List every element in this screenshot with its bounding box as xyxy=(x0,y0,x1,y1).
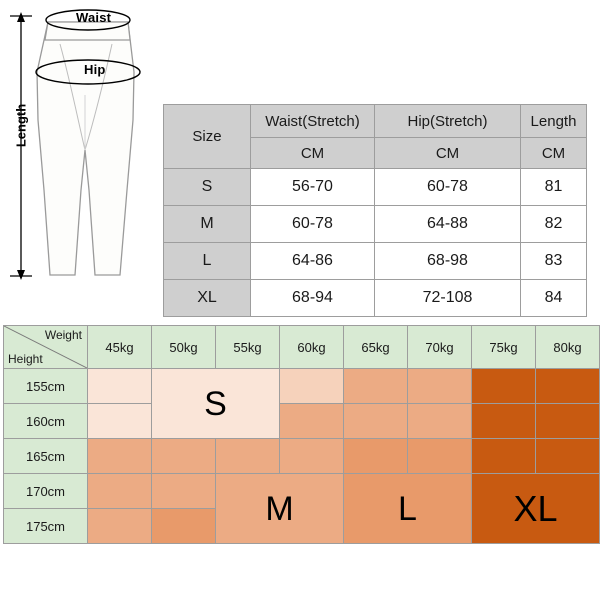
header-waist: Waist(Stretch) xyxy=(251,105,375,138)
matrix-cell xyxy=(88,474,152,509)
matrix-row xyxy=(4,439,600,474)
matrix-weight-header-1: 50kg xyxy=(152,326,216,369)
unit-length: CM xyxy=(521,138,587,169)
matrix-cell xyxy=(408,439,472,474)
matrix-cell xyxy=(280,439,344,474)
matrix-weight-header-5: 70kg xyxy=(408,326,472,369)
cell-size: L xyxy=(164,243,251,280)
matrix-cell xyxy=(344,369,408,404)
leggings-illustration xyxy=(0,0,170,300)
table-row xyxy=(164,243,587,280)
cell-size: M xyxy=(164,206,251,243)
matrix-weight-label: Weight xyxy=(44,328,82,342)
size-mark-label: M xyxy=(265,489,294,528)
unit-waist: CM xyxy=(251,138,375,169)
matrix-cell xyxy=(280,404,344,439)
matrix-height-header-2: 165cm xyxy=(4,439,88,474)
matrix-row xyxy=(4,369,600,404)
matrix-header-row xyxy=(4,326,600,369)
matrix-weight-header-0: 45kg xyxy=(88,326,152,369)
header-size: Size xyxy=(164,105,251,169)
cell-waist: 60-78 xyxy=(251,206,375,243)
matrix-size-mark-s xyxy=(152,369,280,439)
matrix-cell xyxy=(280,369,344,404)
length-label: Length xyxy=(13,103,29,148)
matrix-cell xyxy=(152,509,216,544)
matrix-weight-header-3: 60kg xyxy=(280,326,344,369)
size-mark-label: S xyxy=(204,384,227,423)
size-mark-label: XL xyxy=(513,487,558,529)
matrix-cell xyxy=(472,439,536,474)
cell-hip: 72-108 xyxy=(375,280,521,317)
length-arrow-head-bottom xyxy=(17,270,25,280)
matrix-cell xyxy=(536,439,600,474)
matrix-weight-header-4: 65kg xyxy=(344,326,408,369)
matrix-cell xyxy=(152,474,216,509)
cell-length: 84 xyxy=(521,280,587,317)
matrix-cell xyxy=(216,439,280,474)
matrix-height-header-4: 175cm xyxy=(4,509,88,544)
matrix-cell xyxy=(536,404,600,439)
table-row xyxy=(164,169,587,206)
cell-waist: 56-70 xyxy=(251,169,375,206)
matrix-weight-header-6: 75kg xyxy=(472,326,536,369)
header-hip: Hip(Stretch) xyxy=(375,105,521,138)
hip-label: Hip xyxy=(84,62,106,77)
matrix-size-mark-m xyxy=(216,474,344,544)
length-arrow-head-top xyxy=(17,12,25,22)
size-table-body xyxy=(164,105,587,317)
matrix-cell xyxy=(88,439,152,474)
size-table-header-row xyxy=(164,105,587,138)
matrix-cell xyxy=(472,404,536,439)
matrix-cell xyxy=(88,404,152,439)
cell-hip: 68-98 xyxy=(375,243,521,280)
cell-size: XL xyxy=(164,280,251,317)
cell-waist: 64-86 xyxy=(251,243,375,280)
cell-hip: 60-78 xyxy=(375,169,521,206)
cell-waist: 68-94 xyxy=(251,280,375,317)
size-table xyxy=(163,104,587,317)
size-mark-label: L xyxy=(398,489,417,528)
matrix-height-label: Height xyxy=(8,352,43,366)
matrix-cell xyxy=(88,369,152,404)
matrix-cell xyxy=(88,509,152,544)
waist-label: Waist xyxy=(76,10,112,25)
matrix-cell xyxy=(472,369,536,404)
cell-length: 82 xyxy=(521,206,587,243)
matrix-size-mark-xl xyxy=(472,474,600,544)
matrix-cell xyxy=(408,404,472,439)
table-row xyxy=(164,206,587,243)
table-row xyxy=(164,280,587,317)
matrix-cell xyxy=(344,404,408,439)
header-length: Length xyxy=(521,105,587,138)
matrix-height-header-3: 170cm xyxy=(4,474,88,509)
cell-size: S xyxy=(164,169,251,206)
matrix-row xyxy=(4,474,600,509)
matrix-height-header-1: 160cm xyxy=(4,404,88,439)
matrix-cell xyxy=(344,439,408,474)
matrix-cell xyxy=(408,369,472,404)
cell-length: 81 xyxy=(521,169,587,206)
matrix-weight-header-7: 80kg xyxy=(536,326,600,369)
cell-length: 83 xyxy=(521,243,587,280)
matrix-body xyxy=(4,326,600,544)
matrix-height-header-0: 155cm xyxy=(4,369,88,404)
cell-hip: 64-88 xyxy=(375,206,521,243)
matrix-weight-header-2: 55kg xyxy=(216,326,280,369)
matrix-cell xyxy=(152,439,216,474)
matrix-size-mark-l xyxy=(344,474,472,544)
matrix-cell xyxy=(536,369,600,404)
unit-hip: CM xyxy=(375,138,521,169)
matrix-corner-cell xyxy=(4,326,88,369)
weight-height-matrix xyxy=(3,325,600,544)
matrix-row xyxy=(4,404,600,439)
